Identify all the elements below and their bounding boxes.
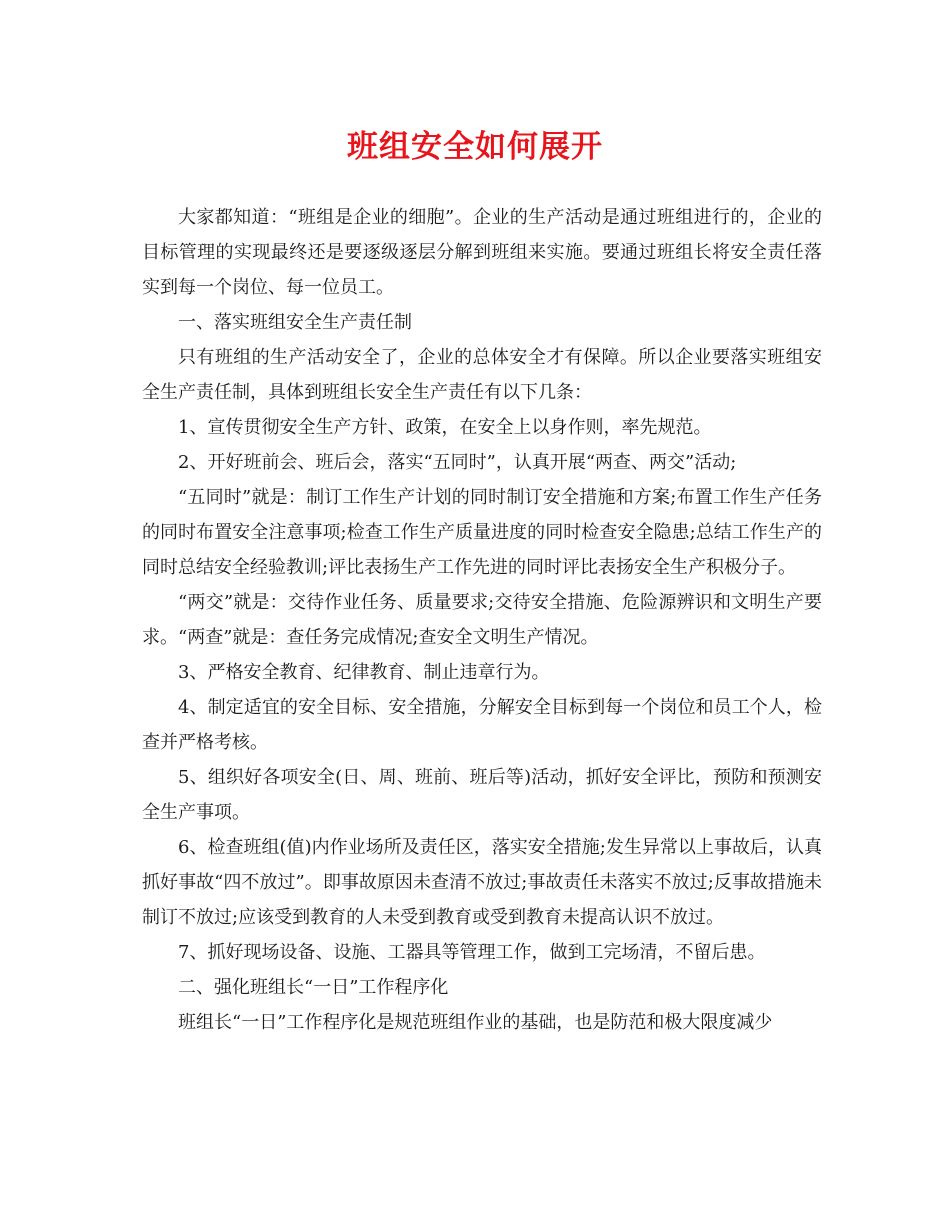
list-item: 2、开好班前会、班后会，落实“五同时”，认真开展“两查、两交”活动; <box>178 452 737 473</box>
section-heading-1: 一、落实班组安全生产责任制 <box>178 312 412 333</box>
list-item: 7、抓好现场设备、设施、工器具等管理工作，做到工完场清，不留后患。 <box>178 942 766 963</box>
paragraph: 班组长“一日”工作程序化是规范班组作业的基础，也是防范和极大限度减少 <box>178 1012 773 1033</box>
list-item: 3、严格安全教育、纪律教育、制止违章行为。 <box>178 662 550 683</box>
paragraph: “两交”就是：交待作业任务、质量要求;交待安全措施、危险源辨识和文明生产要求。“两查”就是：查任务完成情况;查安全文明生产情况。 <box>142 592 822 648</box>
paragraph: 只有班组的生产活动安全了，企业的总体安全才有保障。所以企业要落实班组安全生产责任制，具体到班组长安全生产责任有以下几条： <box>142 347 822 403</box>
list-item: 1、宣传贯彻安全生产方针、政策，在安全上以身作则，率先规范。 <box>178 417 712 438</box>
section-heading-2: 二、强化班组长“一日”工作程序化 <box>178 977 449 998</box>
list-item: 6、检查班组(值)内作业场所及责任区，落实安全措施;发生异常以上事故后，认真抓好事故“四不放过”。即事故原因未查清不放过;事故责任未落实不放过;反事故措施未制订不放过;应该受到教育的人未受到教育或受到教育未提高认识不放过。 <box>142 837 822 928</box>
list-item: 5、组织好各项安全(日、周、班前、班后等)活动，抓好安全评比，预防和预测安全生产事项。 <box>142 767 822 823</box>
list-item: 4、制定适宜的安全目标、安全措施，分解安全目标到每一个岗位和员工个人，检查并严格考核。 <box>142 697 822 753</box>
document-title: 班组安全如何展开 <box>347 129 603 165</box>
document-body <box>142 200 822 1040</box>
paragraph: “五同时”就是：制订工作生产计划的同时制订安全措施和方案;布置工作生产任务的同时布置安全注意事项;检查工作生产质量进度的同时检查安全隐患;总结工作生产的同时总结安全经验教训;评比表扬生产工作先进的同时评比表扬安全生产积极分子。 <box>142 487 822 578</box>
paragraph-intro: 大家都知道：“班组是企业的细胞”。企业的生产活动是通过班组进行的，企业的目标管理的实现最终还是要逐级逐层分解到班组来实施。要通过班组长将安全责任落实到每一个岗位、每一位员工。 <box>142 207 822 298</box>
